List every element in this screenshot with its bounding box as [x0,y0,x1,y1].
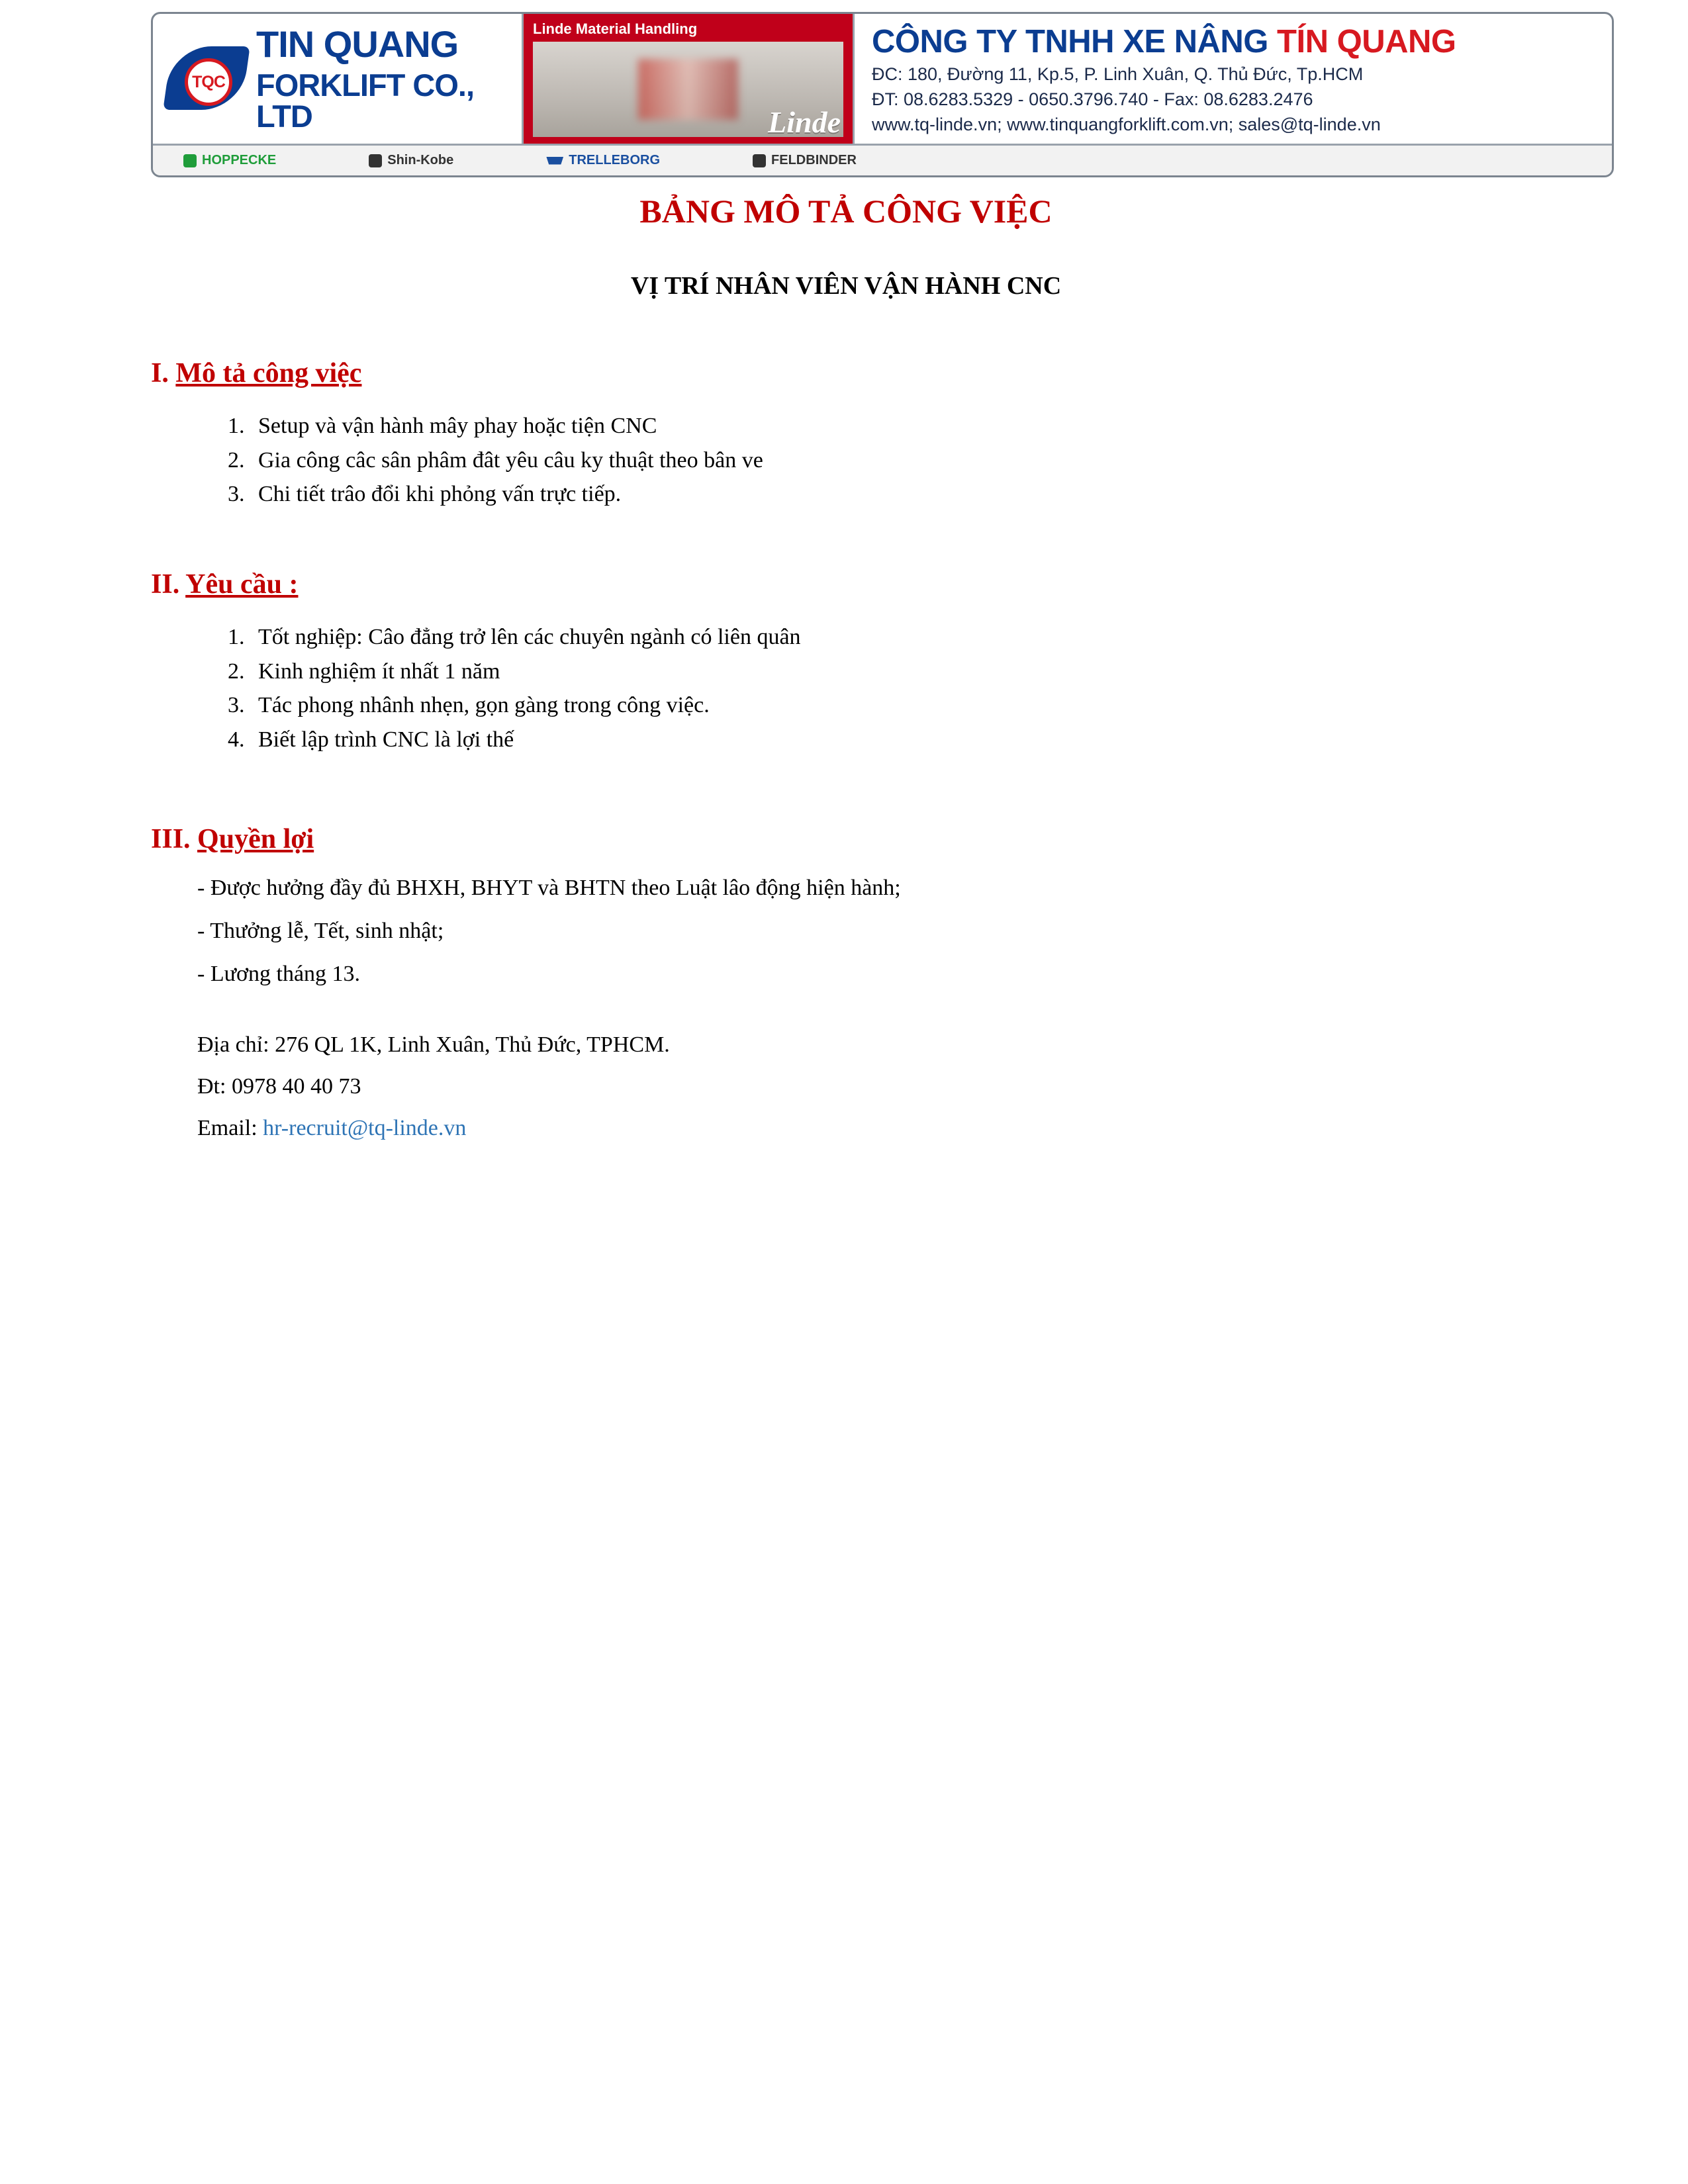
company-letterhead [151,12,1614,177]
section-heading-1 [151,357,1541,389]
partner-feldbinder-label: FELDBINDER [771,153,857,167]
list-item: - Thưởng lễ, Tết, sinh nhật; [197,918,444,943]
list-item: - Lương tháng 13. [197,961,361,986]
linde-brand-wordmark: Linde [768,105,841,139]
linde-banner [524,14,855,144]
section-2-number: II. [151,569,186,600]
partner-hoppecke [177,153,283,168]
partner-shin-kobe-label: Shin-Kobe [387,153,454,167]
contact-address: Địa chỉ: 276 QL 1K, Linh Xuân, Thủ Đức, TPHCM. [197,1032,670,1057]
list-item: - Được hưởng đầy đủ BHXH, BHYT và BHTN theo Luật lâo động hiện hành; [197,875,901,900]
company-address: ĐC: 180, Đường 11, Kp.5, P. Linh Xuân, Q. Thủ Đức, Tp.HCM [872,64,1364,84]
trelleborg-icon [546,157,563,165]
forklift-logo-icon [167,42,247,115]
feldbinder-icon [753,154,766,167]
company-contact-block [855,14,1612,144]
company-name-accent: TÍN QUANG [1277,24,1456,60]
logo-line-2: FORKLIFT CO., LTD [256,68,475,134]
logo-wordmark [256,23,522,134]
partner-hoppecke-label: HOPPECKE [202,153,277,167]
list-item: 3. Tác phong nhânh nhẹn, gọn gàng trong công việc. [250,688,1541,723]
partner-trelleborg-label: TRELLEBORG [569,153,661,167]
company-websites: www.tq-linde.vn; www.tinquangforklift.com.vn; sales@tq-linde.vn [872,114,1381,134]
partner-logos-row [153,144,1612,175]
requirements-list [151,620,1541,757]
section-1-number: I. [151,358,176,388]
page-title: BẢNG MÔ TẢ CÔNG VIỆC [639,193,1053,230]
section-3-number: III. [151,823,198,854]
benefits-list [151,870,1541,992]
company-name-prefix: CÔNG TY TNHH XE NÂNG [872,24,1278,60]
list-item: 4. Biết lập trình CNC là lợi thế [250,723,1541,757]
logo-badge-text: TQC [185,58,232,106]
section-heading-3 [151,823,1541,855]
list-item: 3. Chi tiết trâo đổi khi phỏng vấn trực tiếp. [250,477,1541,512]
linde-caption: Linde Material Handling [533,21,698,37]
document-body [151,192,1541,1152]
section-1-title: Mô tả công việc [175,358,362,388]
section-3-title: Quyền lợi [197,823,314,854]
contact-phone: Đt: 0978 40 40 73 [197,1074,361,1099]
contact-email-row [197,1110,1541,1146]
company-phone: ĐT: 08.6283.5329 - 0650.3796.740 - Fax: 08.6283.2476 [872,89,1313,109]
company-logo-block [153,14,524,144]
contact-email-label: Email: [197,1116,263,1141]
contact-email-link[interactable]: hr-recruit@tq-linde.vn [263,1116,467,1141]
partner-feldbinder [746,153,863,168]
partner-trelleborg [539,153,667,168]
section-2-title: Yêu cầu : [185,569,299,600]
hoppecke-icon [183,154,197,167]
list-item: 1. Tốt nghiệp: Câo đẳng trở lên các chuyên ngành có liên quân [250,620,1541,655]
company-name [872,25,1600,59]
list-item: 2. Gia công câc sân phâm đât yêu câu ky thuật theo bân ve [250,443,1541,478]
logo-line-1: TIN QUANG [256,23,459,65]
letterhead-main-row [153,14,1612,144]
page-subtitle: VỊ TRÍ NHÂN VIÊN VẬN HÀNH CNC [630,272,1062,300]
contact-info [151,1026,1541,1146]
job-description-list [151,409,1541,512]
shin-kobe-icon [369,154,382,167]
section-heading-2 [151,569,1541,600]
list-item: 2. Kinh nghiệm ít nhất 1 năm [250,655,1541,689]
partner-shin-kobe [362,153,460,168]
list-item: 1. Setup và vận hành mây phay hoặc tiện CNC [250,409,1541,443]
